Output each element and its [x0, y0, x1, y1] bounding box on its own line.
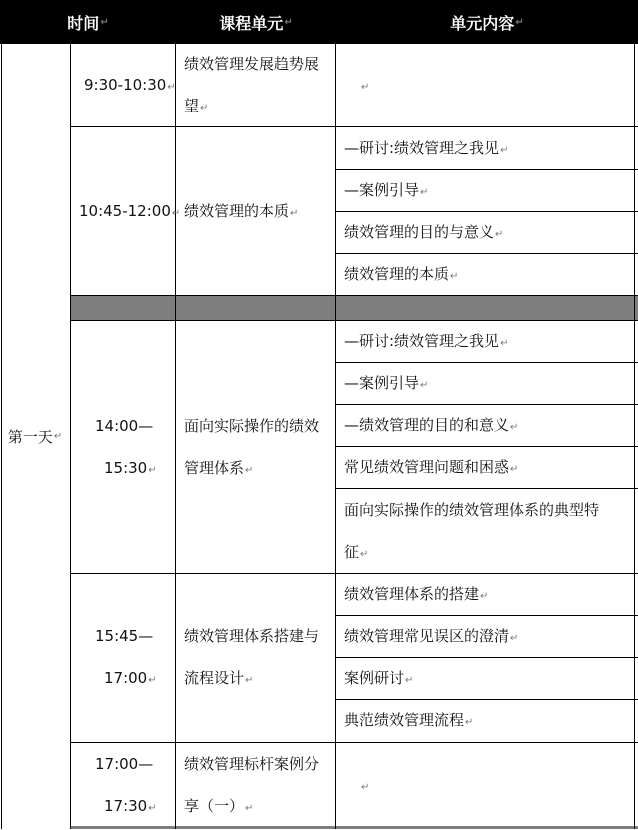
content-cell: 面向实际操作的绩效管理体系的典型特 — [344, 501, 600, 519]
unit-cell: 绩效管理标杆案例分 — [184, 755, 320, 773]
content-cell: 绩效管理的目的与意义↵ — [344, 223, 504, 241]
unit-cell: 流程设计↵ — [184, 669, 254, 687]
border-time — [175, 44, 176, 829]
time-cell: 14:00— — [95, 417, 154, 435]
content-cell: ↵ — [361, 82, 370, 93]
content-cell: 案例研讨↵ — [344, 669, 414, 687]
content-cell: 绩效管理体系的搭建↵ — [344, 585, 489, 603]
content-cell: 绩效管理的本质↵ — [344, 265, 459, 283]
time-cell: 17:30↵ — [104, 797, 157, 815]
table-header — [0, 0, 638, 44]
content-cell: 常见绩效管理问题和困惑↵ — [344, 458, 519, 476]
day-label: 第一天 ↵ — [7, 428, 63, 446]
content-cell: —案例引导↵ — [344, 374, 429, 392]
content-cell: 绩效管理常见误区的澄清↵ — [344, 627, 519, 645]
content-cell: —研讨:绩效管理之我见↵ — [344, 139, 509, 157]
header-unit-label: 课程单元 — [219, 13, 284, 33]
border-unit — [335, 44, 336, 829]
lunch-break-bar — [71, 296, 638, 320]
time-cell: 9:30-10:30↵ — [84, 76, 176, 94]
border-day — [70, 44, 71, 829]
unit-cell: 享（一）↵ — [184, 797, 254, 815]
unit-cell: 管理体系↵ — [184, 459, 254, 477]
content-cell: 征↵ — [344, 543, 369, 561]
header-content-label: 单元内容 — [450, 13, 515, 33]
time-cell: 15:45— — [95, 627, 154, 645]
content-cell: 典范绩效管理流程↵ — [344, 711, 474, 729]
content-cell: —研讨:绩效管理之我见↵ — [344, 332, 509, 350]
unit-cell: 面向实际操作的绩效 — [184, 417, 320, 435]
header-time-label: 时间 — [67, 13, 100, 33]
header-unit: 课程单元 ↵ — [176, 0, 336, 44]
content-cell: —绩效管理的目的和意义↵ — [344, 416, 519, 434]
border-right — [634, 44, 635, 829]
time-cell: 17:00↵ — [104, 669, 157, 687]
content-cell: —案例引导↵ — [344, 181, 429, 199]
unit-cell: 绩效管理的本质↵ — [184, 202, 299, 220]
unit-cell: 绩效管理体系搭建与 — [184, 627, 320, 645]
header-content: 单元内容 ↵ — [336, 0, 638, 44]
time-cell: 10:45-12:00↵ — [79, 202, 181, 220]
unit-cell: 绩效管理发展趋势展 — [184, 55, 320, 73]
content-cell: ↵ — [361, 782, 370, 793]
time-cell: 17:00— — [95, 755, 154, 773]
unit-cell: 望↵ — [184, 97, 209, 115]
time-cell: 15:30↵ — [104, 459, 157, 477]
header-time: 时间 ↵ — [0, 0, 176, 44]
